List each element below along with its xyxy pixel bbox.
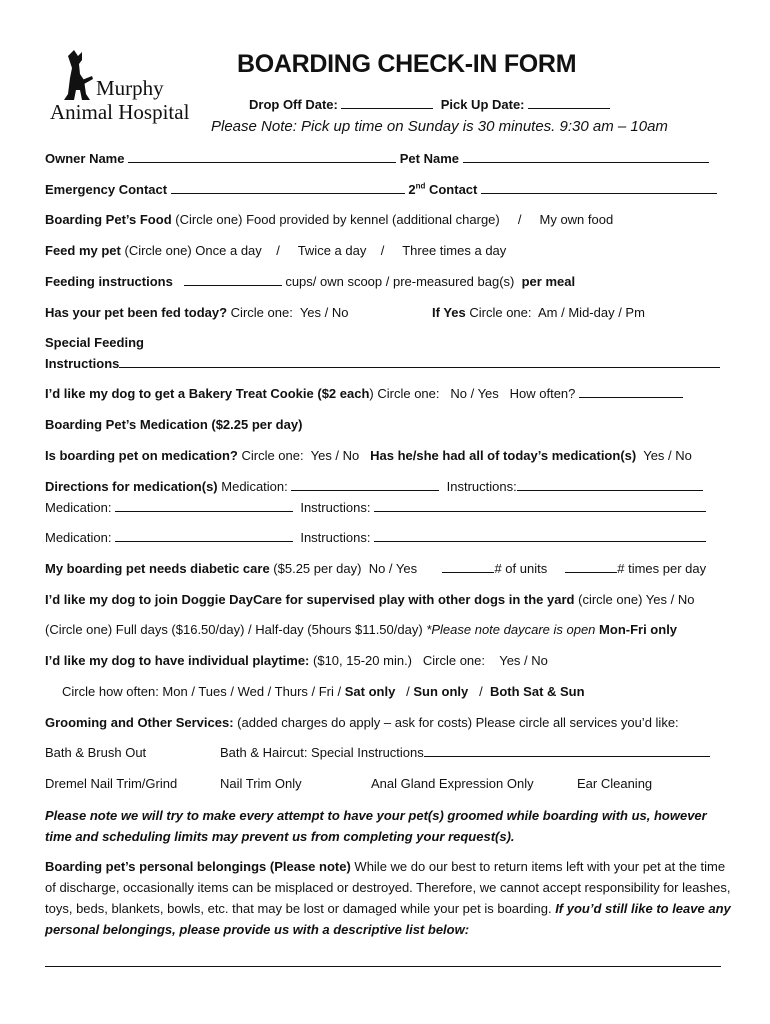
medication-3-field[interactable] [115,530,293,542]
logo-line-1: Murphy [96,76,164,100]
service-bath-haircut-row [220,745,710,761]
fed-today-label: Has your pet been fed today? [45,305,228,320]
special-instructions-field[interactable] [119,356,720,368]
treat-options[interactable]: No / Yes [450,386,499,401]
second-contact-label: 2nd Contact [408,181,478,197]
directions-row: Directions for medication(s) Medication: Instructions: [45,479,703,495]
on-medication-options[interactable]: Yes / No [310,448,360,463]
how-often-row: Circle how often: Mon / Tues / Wed / Thurs / Fri / Sat only / Sun only / Both Sat & Sun [62,684,585,699]
feeding-amount-field[interactable] [184,274,282,286]
drop-off-row [249,97,610,113]
owner-name-label: Owner Name [45,151,125,166]
service-ear-cleaning[interactable]: Ear Cleaning [577,776,653,791]
instructions-1-field[interactable] [517,479,703,491]
daycare-options[interactable]: (circle one) Yes / No [578,592,695,607]
instructions-3-field[interactable] [374,530,706,542]
treat-row: I’d like my dog to get a Bakery Treat Cookie ($2 each) Circle one: No / Yes How often? [45,386,683,402]
playtime-options[interactable]: Yes / No [499,653,548,668]
feed-option-twice[interactable]: Twice a day [297,243,367,258]
drop-off-date-field[interactable] [341,97,433,109]
daycare-days-row: (Circle one) Full days ($16.50/day) / Half-day (5hours $11.50/day) *Please note daycare is open Mon-Fri only [45,622,678,637]
feed-option-three[interactable]: Three times a day [402,243,507,258]
daycare-days-options[interactable]: (Circle one) Full days ($16.50/day) / Half-day (5hours $11.50/day) [45,622,423,637]
service-bath-brush[interactable]: Bath & Brush Out [45,745,147,760]
owner-name-field[interactable] [128,151,396,163]
pick-up-label: Pick Up Date: [440,97,525,112]
special-feeding-row: Special Feeding [45,335,144,350]
fed-time-row: If Yes Circle one: Am / Mid-day / Pm [432,305,645,320]
food-circle: (Circle one) [175,212,243,227]
sat-only-option[interactable]: Sat only [344,684,396,699]
treat-frequency-field[interactable] [579,386,683,398]
treat-label: I’d like my dog to get a Bakery Treat Cookie ($2 each [45,386,370,401]
grooming-row: Grooming and Other Services: (added charges do apply – ask for costs) Please circle all services you’d like: [45,715,679,730]
medication-2-field[interactable] [115,500,293,512]
food-option-kennel[interactable]: Food provided by kennel (additional charge) [246,212,500,227]
fed-today-options[interactable]: Yes / No [299,305,349,320]
pick-up-date-field[interactable] [528,97,610,109]
service-nail-trim[interactable]: Nail Trim Only [220,776,302,791]
clinic-logo [50,48,210,128]
special-instructions-row: Instructions [45,356,720,372]
owner-row [45,151,709,167]
drop-off-label: Drop Off Date: [249,97,338,112]
medication-title: Boarding Pet’s Medication ($2.25 per day) [45,417,303,432]
weekday-options[interactable]: Circle how often: Mon / Tues / Wed / Thurs / Fri / [62,684,342,699]
diabetic-row: My boarding pet needs diabetic care ($5.25 per day) No / Yes # of units # times per day [45,561,707,576]
fed-time-options[interactable]: Am / Mid-day / Pm [538,305,645,320]
haircut-instructions-field[interactable] [424,745,710,757]
feeding-instructions-label: Feeding instructions [45,274,173,289]
medication-2-row: Medication: Instructions: [45,500,706,516]
belongings-paragraph: Boarding pet’s personal belongings (Please note) While we do our best to return items left with your pet at the time of discharge, occasionally items can be misplaced or destroyed. Therefore, we cannot accept responsibility for leashes, toys, beds, blankets, bowls, etc. that may be lost or damaged while your pet is boarding. If you’d still like to leave any personal belongings, please provide us with a descriptive list below: [45,859,731,937]
times-per-day-field[interactable] [565,561,617,573]
medication-3-row: Medication: Instructions: [45,530,706,546]
medication-1-field[interactable] [291,479,439,491]
emergency-row [45,182,717,198]
food-label: Boarding Pet’s Food [45,212,172,227]
diabetic-options[interactable]: No / Yes [368,561,418,576]
emergency-contact-label: Emergency Contact [45,182,168,197]
had-medication-options[interactable]: Yes / No [643,448,692,463]
belongings-list-field[interactable] [45,966,721,967]
emergency-contact-field[interactable] [171,182,405,194]
food-option-own[interactable]: My own food [539,212,614,227]
playtime-row: I’d like my dog to have individual playtime: ($10, 15-20 min.) Circle one: Yes / No [45,653,548,668]
on-medication-row: Is boarding pet on medication? Circle one: Yes / No Has he/she had all of today’s medication(s) Yes / No [45,448,692,463]
pickup-note: Please Note: Pick up time on Sunday is 30 minutes. 9:30 am – 10am [211,118,668,135]
feed-row: Feed my pet (Circle one) Once a day / Twice a day / Three times a day [45,243,507,258]
service-anal-gland[interactable]: Anal Gland Expression Only [371,776,534,791]
feeding-instructions-row: Feeding instructions cups/ own scoop / pre-measured bag(s) per meal [45,274,576,289]
feed-option-once[interactable]: Once a day [195,243,262,258]
sun-only-option[interactable]: Sun only [413,684,469,699]
grooming-note: Please note we will try to make every attempt to have your pet(s) groomed while boarding with us, however time and scheduling limits may prevent us from completing your request(s). [45,808,707,844]
logo-line-2: Animal Hospital [50,100,190,124]
dog-silhouette-icon [60,50,94,102]
pet-name-label: Pet Name [399,151,459,166]
fed-today-row: Has your pet been fed today? Circle one: Yes / No [45,305,349,320]
daycare-row: I’d like my dog to join Doggie DayCare for supervised play with other dogs in the yard (circle one) Yes / No [45,592,695,607]
service-dremel[interactable]: Dremel Nail Trim/Grind [45,776,178,791]
pet-name-field[interactable] [463,151,709,163]
food-row: Boarding Pet’s Food (Circle one) Food provided by kennel (additional charge) / My own food [45,212,614,227]
instructions-2-field[interactable] [374,500,706,512]
form-title: BOARDING CHECK-IN FORM [237,50,577,78]
units-field[interactable] [442,561,494,573]
second-contact-field[interactable] [481,182,717,194]
service-bath-haircut[interactable]: Bath & Haircut: Special Instructions [220,745,424,760]
both-days-option[interactable]: Both Sat & Sun [489,684,585,699]
feed-label: Feed my pet [45,243,121,258]
